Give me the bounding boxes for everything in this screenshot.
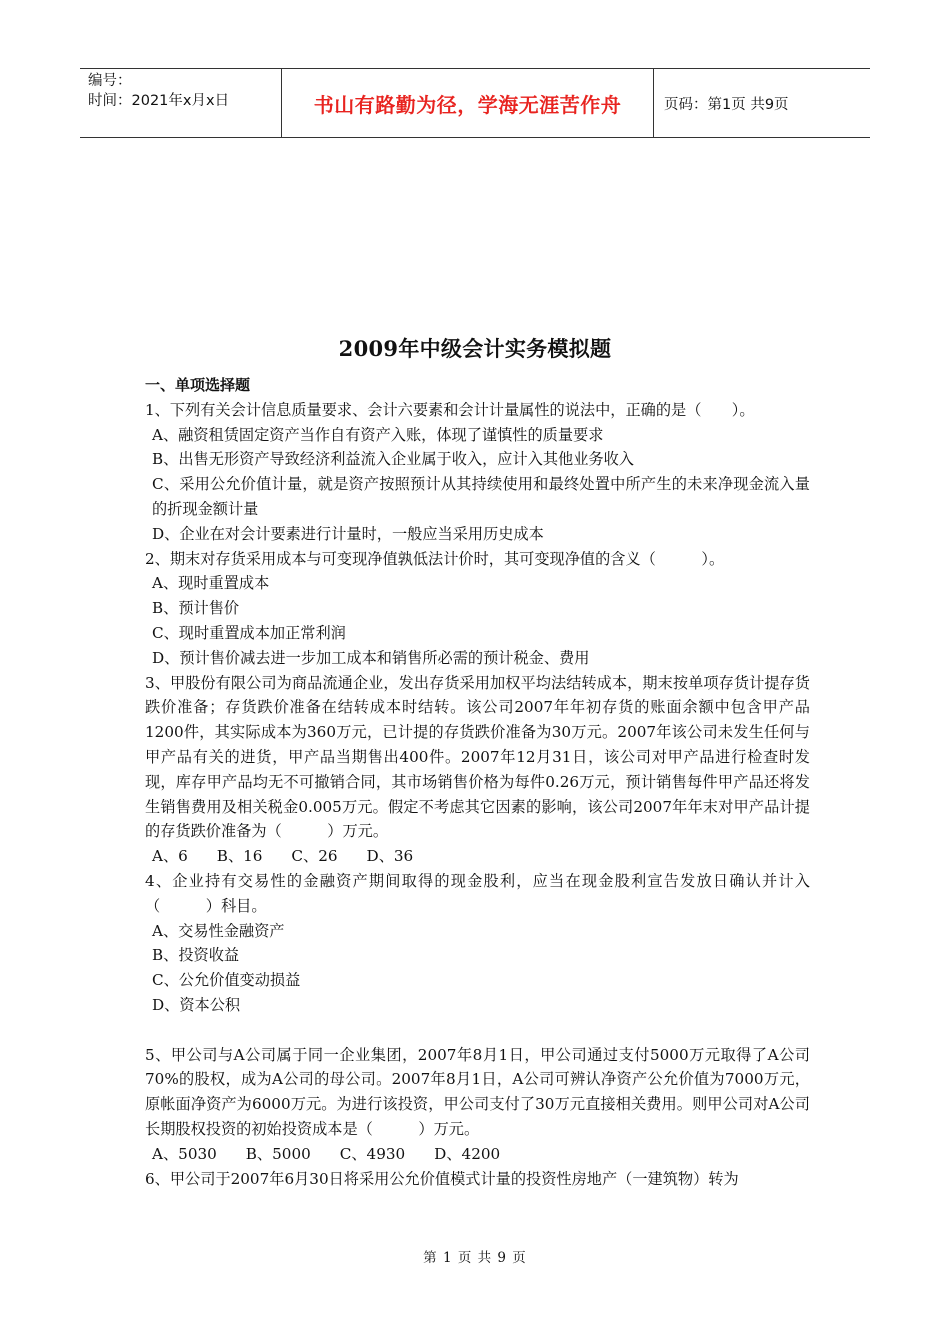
option-b: B、预计售价	[152, 599, 240, 618]
option-d: D、预计售价减去进一步加工成本和销售所必需的预计税金、费用	[152, 648, 590, 667]
option-d: D、企业在对会计要素进行计量时，一般应当采用历史成本	[152, 524, 544, 543]
option-c: C、采用公允价值计量，就是资产按照预计从其持续使用和最终处置中所产生的未来净现金流入量的折现金额计量	[152, 475, 810, 518]
section-heading: 一、单项选择题	[145, 376, 251, 394]
option-d: D、资本公积	[152, 995, 241, 1014]
option-c: C、现时重置成本加正常利润	[152, 623, 346, 642]
question-1: 1、下列有关会计信息质量要求、会计六要素和会计计量属性的说法中，正确的是（ ）。	[145, 400, 755, 419]
question-5: 5、甲公司与A公司属于同一企业集团，2007年8月1日，甲公司通过支付5000万元取得了A公司70%的股权，成为A公司的母公司。2007年8月1日，A公司可辨认净资产公允价值为7000万元，原帐面净资产为6000万元。为进行该投资，甲公司支付了30万元直接相关费用。则甲公司对A公司长期股权投资的初始投资成本是（ ）万元。	[145, 1045, 810, 1138]
question-3: 3、甲股份有限公司为商品流通企业，发出存货采用加权平均法结转成本，期末按单项存货计提存货跌价准备；存货跌价准备在结转成本时结转。该公司2007年年初存货的账面余额中包含甲产品1200件，其实际成本为360万元，已计提的存货跌价准备为30万元。2007年该公司未发生任何与甲产品有关的进货，甲产品当期售出400件。2007年12月31日，该公司对甲产品进行检查时发现，库存甲产品均无不可撤销合同，其市场销售价格为每件0.26万元，预计销售每件甲产品还将发生销售费用及相关税金0.005万元。假定不考虑其它因素的影响，该公司2007年年末对甲产品计提的存货跌价准备为（ ）万元。	[145, 673, 810, 841]
option-b: B、出售无形资产导致经济利益流入企业属于收入，应计入其他业务收入	[152, 450, 634, 469]
page-title: 2009年中级会计实务模拟题	[338, 336, 612, 361]
header-motto: 书山有路勤为径，学海无涯苦作舟	[282, 69, 654, 137]
document-header	[80, 68, 870, 138]
question-4: 4、企业持有交易性的金融资产期间取得的现金股利，应当在现金股利宣告发放日确认并计入（ ）科目。	[145, 871, 810, 915]
question-2: 2、期末对存货采用成本与可变现净值孰低法计价时，其可变现净值的含义（ ）。	[145, 549, 725, 568]
header-meta	[80, 69, 282, 137]
page-footer: 第 1 页 共 9 页	[423, 1250, 527, 1266]
option-a: A、交易性金融资产	[152, 921, 285, 940]
options-row: A、6 B、16 C、26 D、36	[152, 847, 414, 866]
header-number: 编号：	[88, 73, 132, 89]
header-page: 页码：第1页 共9页	[664, 96, 789, 113]
question-6: 6、甲公司于2007年6月30日将采用公允价值模式计量的投资性房地产（一建筑物）转为	[145, 1169, 739, 1188]
option-a: A、现时重置成本	[152, 574, 270, 593]
blank-line	[145, 1018, 810, 1043]
option-a: A、融资租赁固定资产当作自有资产入账，体现了谨慎性的质量要求	[152, 425, 604, 444]
document-body	[145, 373, 810, 1191]
option-c: C、公允价值变动损益	[152, 971, 301, 990]
option-b: B、投资收益	[152, 946, 240, 965]
options-row: A、5030 B、5000 C、4930 D、4200	[152, 1144, 501, 1163]
header-date: 时间：2021年x月x日	[88, 93, 230, 109]
